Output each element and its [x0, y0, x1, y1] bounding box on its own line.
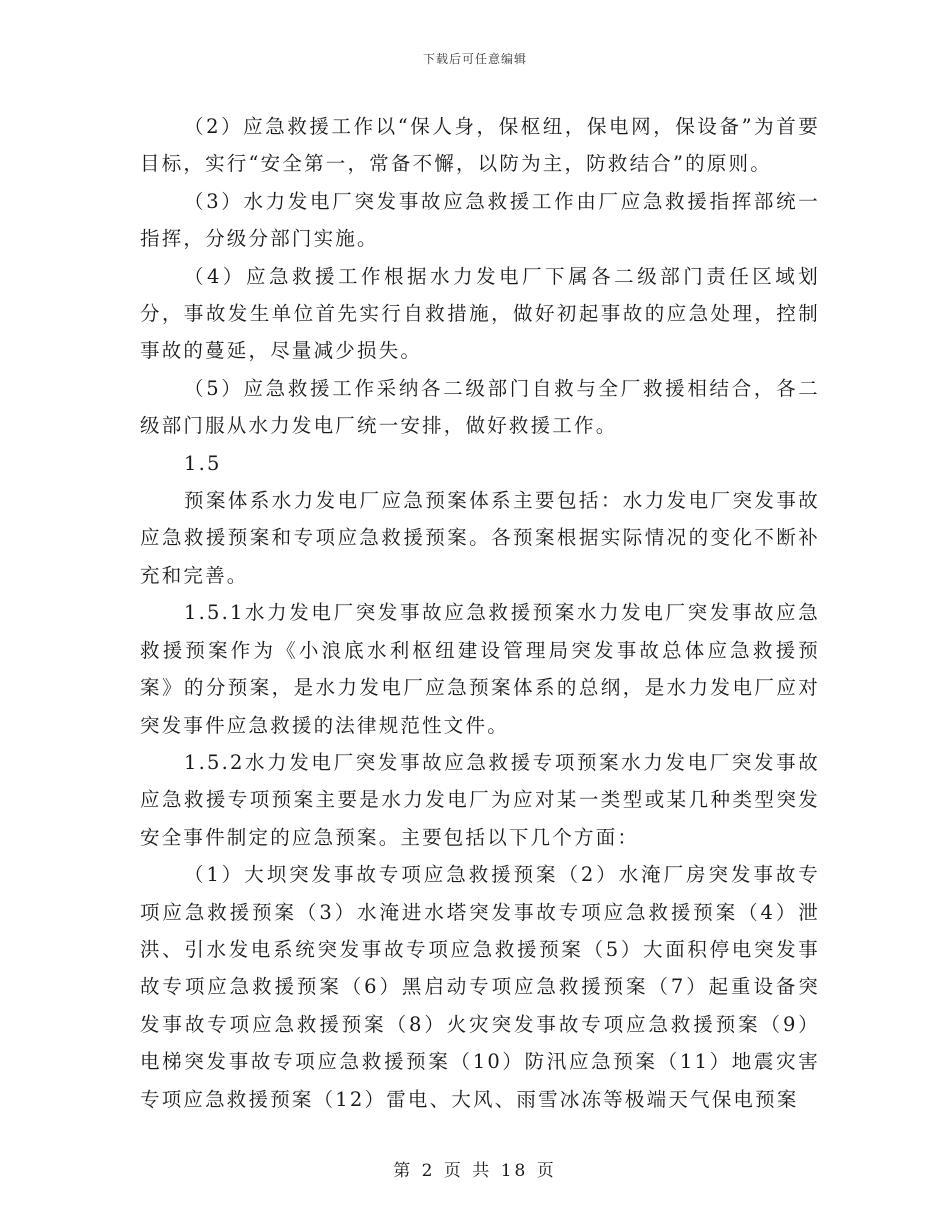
paragraph-special-plans: 1.5.2水力发电厂突发事故应急救援专项预案水力发电厂突发事故应急救援专项预案主要是水力发电厂为应对某一类型或某几种类型突发安全事件制定的应急预案。主要包括以下几个方面：	[140, 750, 820, 849]
section-number: 1.5	[184, 451, 222, 475]
paragraph-plan-system: 预案体系水力发电厂应急预案体系主要包括：水力发电厂突发事故应急救援预案和专项应急救援预案。各预案根据实际情况的变化不断补充和完善。	[140, 489, 820, 587]
paragraph-command: （3）水力发电厂突发事故应急救援工作由厂应急救援指挥部统一指挥，分级分部门实施。	[140, 189, 820, 251]
paragraph-self-rescue: （4）应急救援工作根据水力发电厂下属各二级部门责任区域划分，事故发生单位首先实行自救措施，做好初起事故的应急处理，控制事故的蔓延，尽量减少损失。	[140, 264, 820, 363]
paragraph-principles: （2）应急救援工作以“保人身，保枢纽，保电网，保设备”为首要目标，实行“安全第一，常备不懈，以防为主，防救结合”的原则。	[140, 115, 820, 176]
paragraph-plan-list: （1）大坝突发事故专项应急救援预案（2）水淹厂房突发事故专项应急救援预案（3）水淹进水塔突发事故专项应急救援预案（4）泄洪、引水发电系统突发事故专项应急救援预案（5）大面积停电突发事故专项应急救援预案（6）黑启动专项应急救援预案（7）起重设备突发事故专项应急救援预案（8）火灾突发事故专项应急救援预案（9）电梯突发事故专项应急救援预案（10）防汛应急预案（11）地震灾害专项应急救援预案（12）雷电、大风、雨雪冰冻等极端天气保电预案	[140, 863, 820, 1111]
page-footer: 第 2 页 共 18 页	[393, 1161, 557, 1181]
document-body	[140, 108, 820, 1118]
paragraph-general-plan: 1.5.1水力发电厂突发事故应急救援预案水力发电厂突发事故应急救援预案作为《小浪底水利枢纽建设管理局突发事故总体应急救援预案》的分预案，是水力发电厂应急预案体系的总纲，是水力发电厂应对突发事件应急救援的法律规范性文件。	[140, 601, 820, 737]
page-header: 下载后可任意编辑	[422, 52, 527, 66]
paragraph-coordination: （5）应急救援工作采纳各二级部门自救与全厂救援相结合，各二级部门服从水力发电厂统一安排，做好救援工作。	[140, 376, 820, 438]
